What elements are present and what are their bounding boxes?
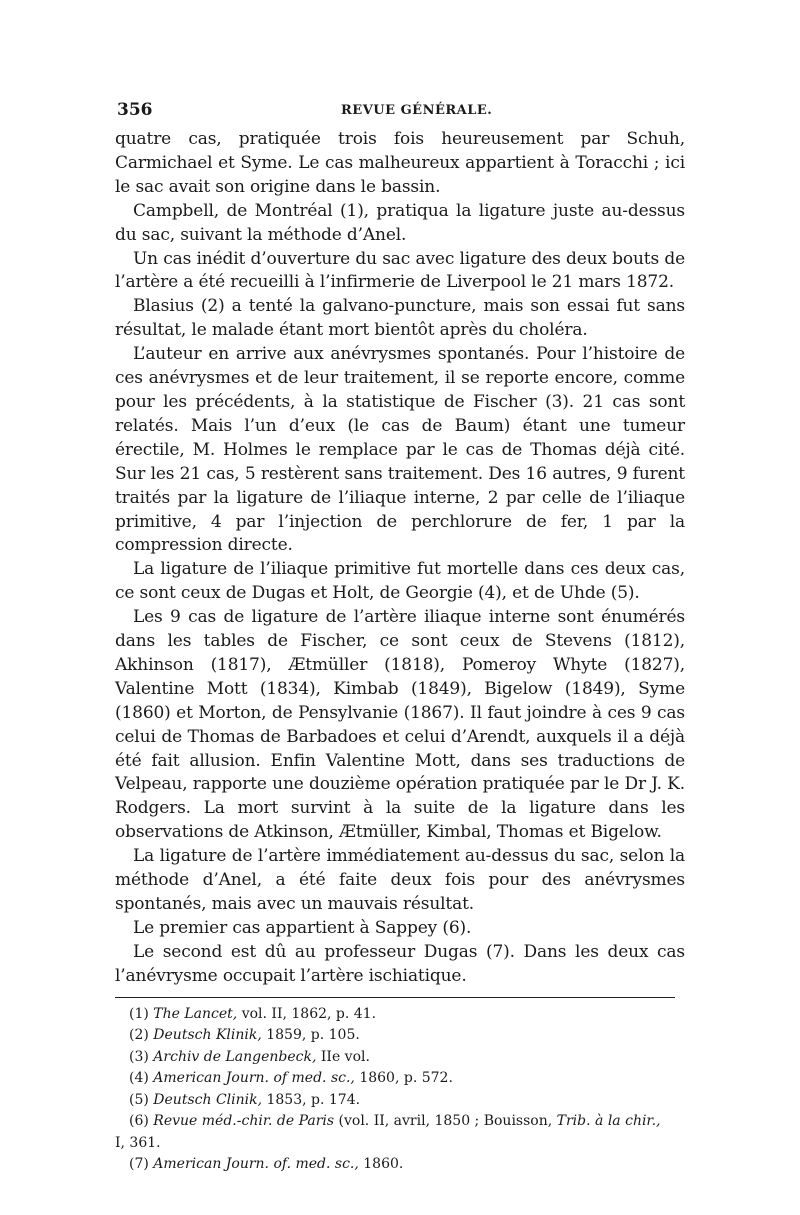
paragraph: Le premier cas appartient à Sappey (6). (133, 917, 472, 938)
footnote-source: American Journ. of. med. sc., (153, 1156, 359, 1173)
paragraph: Un cas inédit d’ouverture du sac avec ligature des deux bouts de l’artère a été recueilli à l’infirmerie de Liverpool le 21 mars 1872. (115, 248, 685, 293)
paragraph: Campbell, de Montréal (1), pratiqua la ligature juste au-dessus du sac, suivant la méthode d’Anel. (115, 200, 685, 245)
footnote (115, 1111, 685, 1133)
footnote-detail: 1853, p. 174. (262, 1091, 361, 1108)
running-head: REVUE GÉNÉRALE. (341, 103, 493, 118)
footnote-detail: 1860. (358, 1156, 404, 1173)
footnote-source: American Journ. of med. sc., (153, 1070, 355, 1087)
footnote (115, 1047, 685, 1069)
footnote-number: (6) (129, 1113, 149, 1130)
paragraph: Blasius (2) a tenté la galvano-puncture, mais son essai fut sans résultat, le malade étant mort bientôt après du choléra. (115, 296, 685, 341)
footnote-source: Deutsch Klinik, (153, 1027, 262, 1044)
footnote-source: Deutsch Clinik, (153, 1091, 263, 1108)
footnote-number: (5) (129, 1091, 149, 1108)
footnote-continuation: I, 361. (115, 1134, 161, 1151)
body-text (115, 128, 685, 989)
paragraph: L’auteur en arrive aux anévrysmes spontanés. Pour l’histoire de ces anévrysmes et de leur traitement, il se reporte encore, comme pour les précédents, à la statistique de Fischer (3). 21 cas sont relatés. Mais l’un d’eux (le cas de Baum) étant une tumeur érectile, M. Holmes le remplace par le cas de Thomas déjà cité. Sur les 21 cas, 5 restèrent sans traitement. Des 16 autres, 9 furent traités par la ligature de l’iliaque interne, 2 par celle de l’iliaque primitive, 4 par l’injection de perchlorure de fer, 1 par la compression directe. (115, 344, 685, 556)
footnote (115, 1004, 685, 1026)
footnote-source: Revue méd.-chir. de Paris (153, 1113, 335, 1130)
paragraph: Les 9 cas de ligature de l’artère iliaque interne sont énumérés dans les tables de Fischer, ce sont ceux de Stevens (1812), Akhinson (1817), Ætmüller (1818), Pomeroy Whyte (1827), Valentine Mott (1834), Kimbab (1849), Bigelow (1849), Syme (1860) et Morton, de Pensylvanie (1867). Il faut joindre à ces 9 cas celui de Thomas de Barbadoes et celui d’Arendt, auxquels il a déjà été fait allusion. Enfin Valentine Mott, dans ses traductions de Velpeau, rapporte une douzième opération pratiquée par le Dr J. K. Rodgers. La mort survint à la suite de la ligature dans les observations de Atkinson, Ætmüller, Kimbal, Thomas et Bigelow. (115, 607, 685, 843)
footnote-source-2: Trib. à la chir., (556, 1113, 661, 1130)
footnote-number: (7) (129, 1156, 149, 1173)
footnote-number: (1) (129, 1005, 149, 1022)
footnote-rule (115, 997, 675, 998)
footnote-number: (2) (129, 1027, 149, 1044)
page (115, 100, 685, 1176)
footnote-detail: 1859, p. 105. (261, 1027, 360, 1044)
footnote (115, 1025, 685, 1047)
paragraph: La ligature de l’iliaque primitive fut mortelle dans ces deux cas, ce sont ceux de Dugas et Holt, de Georgie (4), et de Uhde (5). (115, 559, 685, 604)
footnote (115, 1090, 685, 1112)
footnote-detail: (vol. II, avril, 1850 ; Bouisson, (334, 1113, 557, 1130)
footnote-number: (3) (129, 1048, 149, 1065)
paragraph: La ligature de l’artère immédiatement au-dessus du sac, selon la méthode d’Anel, a été faite deux fois pour des anévrysmes spontanés, mais avec un mauvais résultat. (115, 846, 685, 914)
footnote-detail: IIe vol. (316, 1048, 370, 1065)
paragraph: quatre cas, pratiquée trois fois heureusement par Schuh, Carmichael et Syme. Le cas malheureux appartient à Toracchi ; ici le sac avait son origine dans le bassin. (115, 129, 685, 197)
footnote-detail: 1860, p. 572. (354, 1070, 453, 1087)
footnote-source: Archiv de Langenbeck, (153, 1048, 317, 1065)
footnote-number: (4) (129, 1070, 149, 1087)
footnote (115, 1068, 685, 1090)
paragraph: Le second est dû au professeur Dugas (7). Dans les deux cas l’anévrysme occupait l’artère ischiatique. (115, 941, 685, 986)
page-number: 356 (117, 100, 153, 120)
footnote-detail: vol. II, 1862, p. 41. (237, 1005, 377, 1022)
footnote-source: The Lancet, (153, 1005, 238, 1022)
page-header (115, 100, 685, 124)
footnote (115, 1154, 685, 1176)
footnotes (115, 1004, 685, 1176)
